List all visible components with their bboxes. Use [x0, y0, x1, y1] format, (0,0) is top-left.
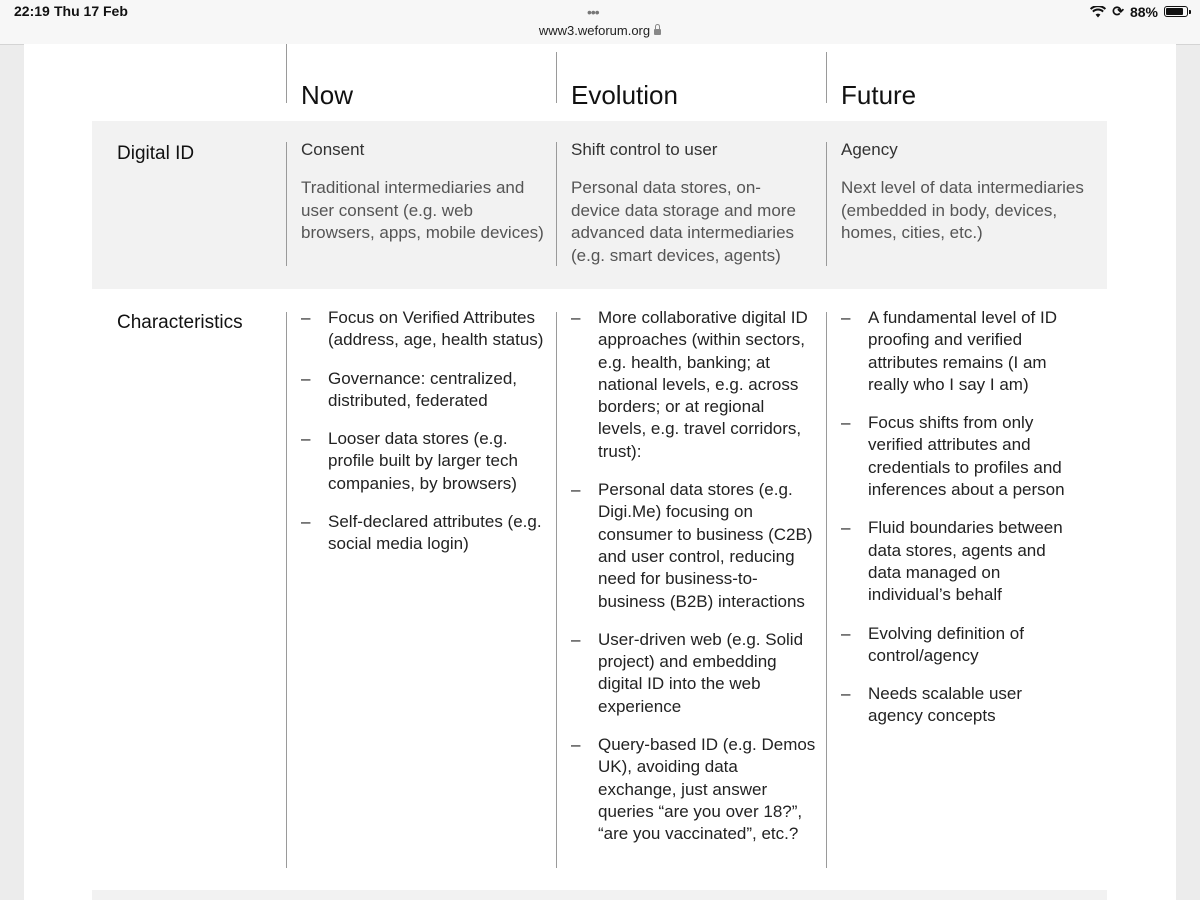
url-text[interactable]: www3.weforum.org — [538, 23, 651, 38]
column-header-future: Future — [841, 80, 917, 110]
list-item: – Needs scalable user agency concepts — [841, 683, 1073, 728]
list-item: – Personal data stores (e.g. Digi.Me) focusing on consumer to business (C2B) and user control, reducing need for business-to-business (B2B) interactions — [571, 479, 817, 613]
header-divider — [556, 52, 557, 103]
cell-divider — [286, 312, 287, 868]
status-indicators — [1090, 3, 1188, 20]
cell-title-agency: Agency — [841, 140, 898, 159]
cell-title-shift-control: Shift control to user — [571, 140, 718, 159]
lock-icon — [654, 29, 661, 35]
column-header-now: Now — [301, 80, 354, 110]
cell-text-future: Next level of data intermediaries (embedded in body, devices, homes, cities, etc.) — [841, 178, 1084, 242]
cell-divider — [286, 142, 287, 266]
list-item: – User-driven web (e.g. Solid project) and embedding digital ID into the web experience — [571, 629, 817, 718]
status-time: 22:19 — [14, 3, 50, 19]
list-item: – Focus shifts from only verified attributes and credentials to profiles and inferences about a person — [841, 412, 1073, 501]
list-item: – Looser data stores (e.g. profile built by larger tech companies, by browsers) — [301, 428, 547, 495]
list-item: – Evolving definition of control/agency — [841, 623, 1073, 668]
list-item: – Governance: centralized, distributed, federated — [301, 368, 547, 413]
row-label-characteristics: Characteristics — [117, 312, 243, 333]
battery-percent: 88% — [1129, 3, 1158, 20]
page-content — [24, 44, 1176, 900]
list-item: – More collaborative digital ID approaches (within sectors, e.g. health, banking; at national levels, e.g. across borders; or at regional levels, e.g. travel corridors, trust): — [571, 307, 817, 463]
next-row-background — [92, 890, 1107, 900]
characteristics-list-future — [841, 307, 1073, 744]
cell-text-evolution: Personal data stores, on-device data storage and more advanced data intermediaries (e.g. smart devices, agents) — [571, 178, 796, 265]
list-item: – Self-declared attributes (e.g. social media login) — [301, 511, 547, 556]
row-label-digital-id: Digital ID — [117, 143, 195, 164]
header-divider — [286, 44, 287, 103]
list-item: – A fundamental level of ID proofing and verified attributes remains (I am really who I say I am) — [841, 307, 1073, 396]
cell-text-now: Traditional intermediaries and user consent (e.g. web browsers, apps, mobile devices) — [301, 178, 544, 242]
list-item: – Focus on Verified Attributes (address, age, health status) — [301, 307, 547, 352]
orientation-lock-icon: ⟳ — [1112, 3, 1124, 19]
column-header-evolution: Evolution — [571, 80, 678, 110]
wifi-icon — [1090, 6, 1106, 18]
status-date: Thu 17 Feb — [54, 3, 128, 19]
url-bar[interactable] — [0, 22, 1200, 45]
battery-icon — [1164, 6, 1188, 17]
multitasking-dots-icon[interactable]: ••• — [587, 4, 599, 20]
cell-divider — [826, 142, 827, 266]
status-bar — [0, 0, 1200, 22]
cell-title-consent: Consent — [301, 140, 365, 159]
list-item: – Fluid boundaries between data stores, agents and data managed on individual’s behalf — [841, 517, 1073, 606]
characteristics-list-now — [301, 307, 547, 572]
cell-divider — [826, 312, 827, 868]
cell-divider — [556, 312, 557, 868]
characteristics-list-evolution — [571, 307, 817, 862]
cell-divider — [556, 142, 557, 266]
list-item: – Query-based ID (e.g. Demos UK), avoiding data exchange, just answer queries “are you over 18?”, “are you vaccinated”, etc.? — [571, 734, 817, 845]
header-divider — [826, 52, 827, 103]
